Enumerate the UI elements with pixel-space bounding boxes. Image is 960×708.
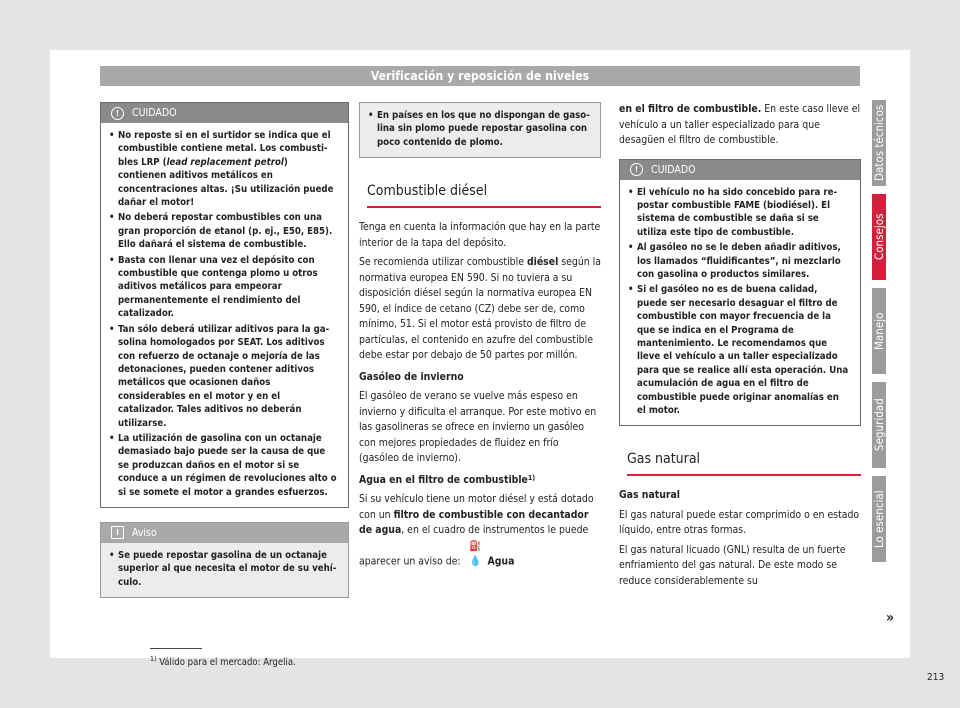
section-gas xyxy=(619,450,861,476)
section-diesel xyxy=(359,182,601,208)
caution-box xyxy=(619,159,861,427)
list-item: • Si el gasóleo no es de buena calidad, puede ser necesario desaguar el filtro de combustible con mayor frecuencia de la que se indica en el Programa de mantenimiento. Le recomendamos que lleve el vehículo a un taller especializado para que se realice allí esta operación. Una acumulación de agua en el filtro de combustible puede originar anomalías en el motor. xyxy=(628,284,849,416)
list-item: • La utilización de gasolina con un octanaje demasiado bajo puede ser la causa de que se produzcan daños en el motor si se conduce a un régimen de revoluciones alto o si se somete el motor a grandes esfuerzos. xyxy=(109,432,337,498)
section-rule xyxy=(359,206,601,208)
tab-manejo[interactable]: Manejo xyxy=(872,288,886,374)
side-tabs xyxy=(872,100,910,570)
notice-header xyxy=(101,523,348,543)
caution-header xyxy=(101,103,348,123)
section-title: Gas natural xyxy=(627,451,701,468)
list-item: • No deberá repostar combustibles con una gran proporción de etanol (p. ej., E50, E85). Ello dañará el sistema de combustible. xyxy=(109,212,333,251)
caution-body xyxy=(101,123,348,507)
subheading: Gasóleo de invierno xyxy=(359,370,464,383)
column-2 xyxy=(359,102,601,574)
footnote: $^{1)}$ Válido para el mercado: Argelia. xyxy=(150,655,296,668)
footnote-mark: 1) xyxy=(527,473,536,482)
page-number: 213 xyxy=(927,672,945,683)
fuel-water-icon: ⛽💧 xyxy=(469,540,482,568)
tab-lo-esencial[interactable]: Lo esencial xyxy=(872,476,886,562)
tab-seguridad[interactable]: Seguridad xyxy=(872,382,886,468)
paragraph: en el filtro de combustible. En este caso lleve el vehículo a un taller especializado para que desagüen el filtro de combustible. xyxy=(619,103,861,146)
caution-label: CUIDADO xyxy=(132,107,177,119)
continue-arrow-icon: » xyxy=(886,610,895,626)
note-box xyxy=(359,102,601,158)
list-item: • Basta con llenar una vez el depósito con combustible que contenga plomo u otros aditivos metálicos para empeorar permanentemente el rendimiento del catalizador. xyxy=(109,254,318,320)
tab-consejos[interactable]: Consejos xyxy=(872,194,886,280)
list-item: • En países en los que no dispongan de gasolina sin plomo puede repostar gasolina con poco contenido de plomo. xyxy=(368,110,590,148)
caution-label: CUIDADO xyxy=(651,163,696,176)
column-3 xyxy=(619,102,861,593)
list-item: • El vehículo no ha sido concebido para repostar combustible FAME (biodiésel). El sistema de combustible se daña si se utiliza este tipo de combustible. xyxy=(628,186,838,238)
list-item: • No reposte si en el surtidor se indica que el combustible contiene metal. Los combustibles LRP (lead replacement petrol) contienen aditivos metálicos en concentraciones altas. ¡Su utilización puede dañar el motor! xyxy=(109,130,334,209)
subheading: Gas natural xyxy=(619,489,681,502)
manual-page xyxy=(50,50,945,683)
paragraph: Se recomienda utilizar combustible diésel según la normativa europea EN 590. Si no tuviera a su disposición diésel según la normativa europea EN 590, el índice de cetano (CZ) debe ser de, como mínimo, 51. Si el motor está provisto de filtro de partículas, el contenido en azufre del combustible debe estar por debajo de 50 partes por millón. xyxy=(359,256,601,362)
section-title: Combustible diésel xyxy=(367,183,488,200)
warning-icon: ! xyxy=(111,107,124,120)
list-item: • Al gasóleo no se le deben añadir aditivos, los llamados “fluidificantes”, ni mezclarlo con gasolina o productos similares. xyxy=(628,242,841,280)
tab-datos-tecnicos[interactable]: Datos técnicos xyxy=(872,100,886,186)
column-1 xyxy=(100,102,349,598)
caution-body xyxy=(620,180,860,426)
section-rule xyxy=(619,474,861,476)
notice-label: Aviso xyxy=(132,526,157,539)
caution-box xyxy=(100,102,349,508)
paragraph: El gasóleo de verano se vuelve más espeso en invierno y dificulta el arranque. Por este motivo en las gasolineras se ofrece en invierno un gasóleo con mejores propiedades de fluidez en frío (gasóleo de invierno). xyxy=(359,390,597,465)
list-item: • Se puede repostar gasolina de un octanaje superior al que necesita el motor de su vehículo. xyxy=(109,549,337,588)
notice-body xyxy=(101,543,348,597)
paragraph: Tenga en cuenta la información que hay en la parte interior de la tapa del depósito. xyxy=(359,221,601,249)
subheading: Agua en el filtro de combustible$^{1)}$ xyxy=(359,473,536,486)
paragraph: El gas natural licuado (GNL) resulta de un fuerte enfriamiento del gas natural. De este modo se reduce considerablemente su xyxy=(619,543,846,587)
info-icon: i xyxy=(111,526,124,539)
footnote-divider xyxy=(150,648,202,649)
warning-icon: ! xyxy=(630,163,643,176)
paragraph: El gas natural puede estar comprimido o en estado líquido, entre otras formas. xyxy=(619,508,860,537)
list-item: • Tan sólo deberá utilizar aditivos para la gasolina homologados por SEAT. Los aditivos con refuerzo de octanaje o mejoría de las detonaciones, pueden contener aditivos metálicos que ocasionen daños considerables en el motor y en el catalizador. Tales aditivos no deberán utilizarse. xyxy=(109,323,330,429)
caution-header xyxy=(620,160,860,180)
notice-box xyxy=(100,522,349,598)
page-header: Verificación y reposición de niveles xyxy=(100,66,860,86)
paragraph: Si su vehículo tiene un motor diésel y está dotado con un filtro de combustible con decantador de agua, en el cuadro de instrumentos le puede aparecer un aviso de: ⛽💧 Agua xyxy=(359,492,601,570)
